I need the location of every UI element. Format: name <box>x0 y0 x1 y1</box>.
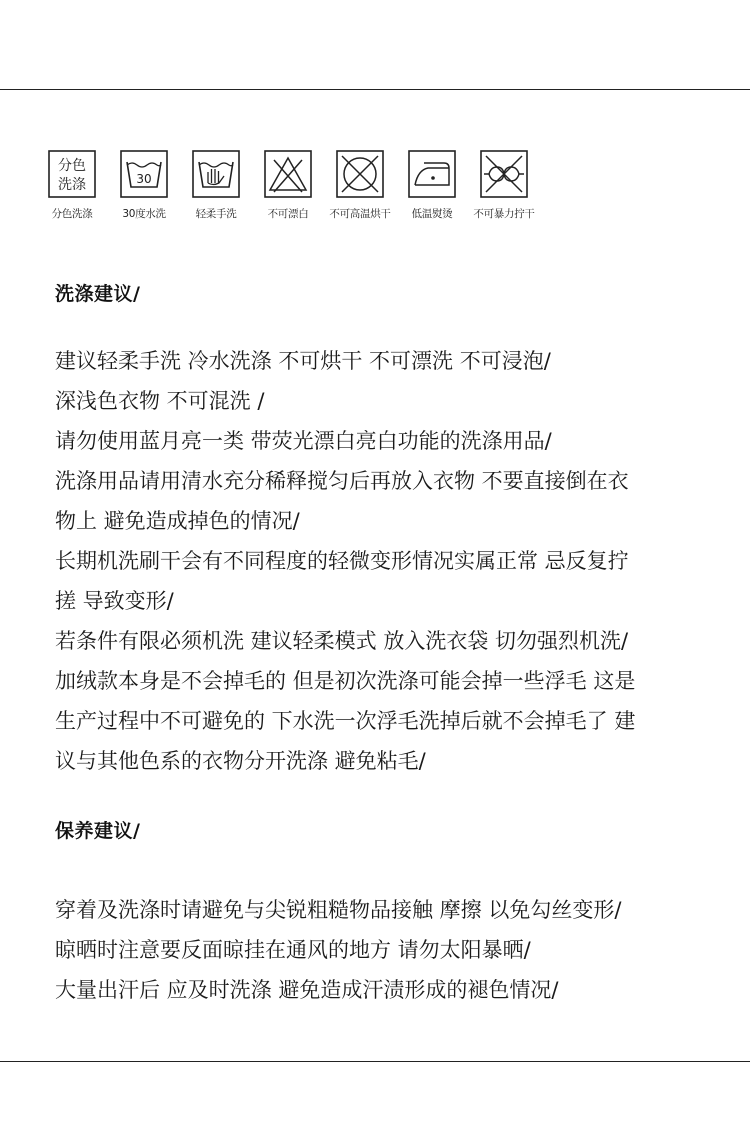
washing-line: 请勿使用蓝月亮一类 带荧光漂白亮白功能的洗涤用品/ <box>55 429 552 453</box>
care-item-no-tumble-dry <box>324 150 396 221</box>
wash-temp-text: 30 <box>136 172 152 186</box>
hand-wash-icon <box>192 150 240 198</box>
care-label: 不可高温烘干 <box>329 208 391 220</box>
machine-wash-30-icon <box>120 150 168 198</box>
care-label: 分色洗涤 <box>51 208 93 220</box>
care-label: 不可暴力拧干 <box>473 208 535 220</box>
iron-low-icon <box>408 150 456 198</box>
care-label: 30度水洗 <box>122 208 166 220</box>
maintenance-section-title: 保养建议/ <box>55 820 141 842</box>
care-label: 低温熨烫 <box>411 208 453 220</box>
washing-line: 议与其他色系的衣物分开洗涤 避免粘毛/ <box>55 749 426 773</box>
washing-line: 深浅色衣物 不可混洗 / <box>55 389 265 413</box>
washing-line: 长期机洗刷干会有不同程度的轻微变形情况实属正常 忌反复拧 <box>55 549 629 573</box>
maintenance-line: 穿着及洗涤时请避免与尖锐粗糙物品接触 摩擦 以免勾丝变形/ <box>55 898 622 922</box>
washing-instructions <box>55 341 715 781</box>
do-not-wring-icon <box>480 150 528 198</box>
maintenance-instructions <box>55 890 715 1010</box>
color-separate-wash-icon <box>48 150 96 198</box>
washing-line: 若条件有限必须机洗 建议轻柔模式 放入洗衣袋 切勿强烈机洗/ <box>55 629 629 653</box>
icon-box-text-1: 分色 <box>58 158 86 174</box>
care-item-hand-wash <box>180 150 252 221</box>
care-icons-row <box>46 150 566 230</box>
washing-line: 搓 导致变形/ <box>55 589 174 613</box>
maintenance-line: 大量出汗后 应及时洗涤 避免造成汗渍形成的褪色情况/ <box>55 978 559 1002</box>
care-item-color-separate <box>36 150 108 221</box>
washing-line: 生产过程中不可避免的 下水洗一次浮毛洗掉后就不会掉毛了 建 <box>55 709 636 733</box>
washing-line: 洗涤用品请用清水充分稀释搅匀后再放入衣物 不要直接倒在衣 <box>55 469 629 493</box>
do-not-tumble-dry-icon <box>336 150 384 198</box>
top-divider <box>0 89 750 90</box>
care-label: 不可漂白 <box>267 208 309 220</box>
care-item-machine-wash <box>108 150 180 221</box>
do-not-bleach-icon <box>264 150 312 198</box>
icon-box-text-2: 洗涤 <box>58 177 86 193</box>
care-item-no-bleach <box>252 150 324 221</box>
washing-line: 物上 避免造成掉色的情况/ <box>55 509 300 533</box>
maintenance-line: 晾晒时注意要反面晾挂在通风的地方 请勿太阳暴晒/ <box>55 938 531 962</box>
care-item-no-wring <box>468 150 540 221</box>
care-item-iron-low <box>396 150 468 221</box>
washing-section-title: 洗涤建议/ <box>55 283 141 305</box>
washing-line: 加绒款本身是不会掉毛的 但是初次洗涤可能会掉一些浮毛 这是 <box>55 669 636 693</box>
washing-line: 建议轻柔手洗 冷水洗涤 不可烘干 不可漂洗 不可浸泡/ <box>55 349 551 373</box>
care-label: 轻柔手洗 <box>195 208 237 220</box>
bottom-divider <box>0 1061 750 1062</box>
